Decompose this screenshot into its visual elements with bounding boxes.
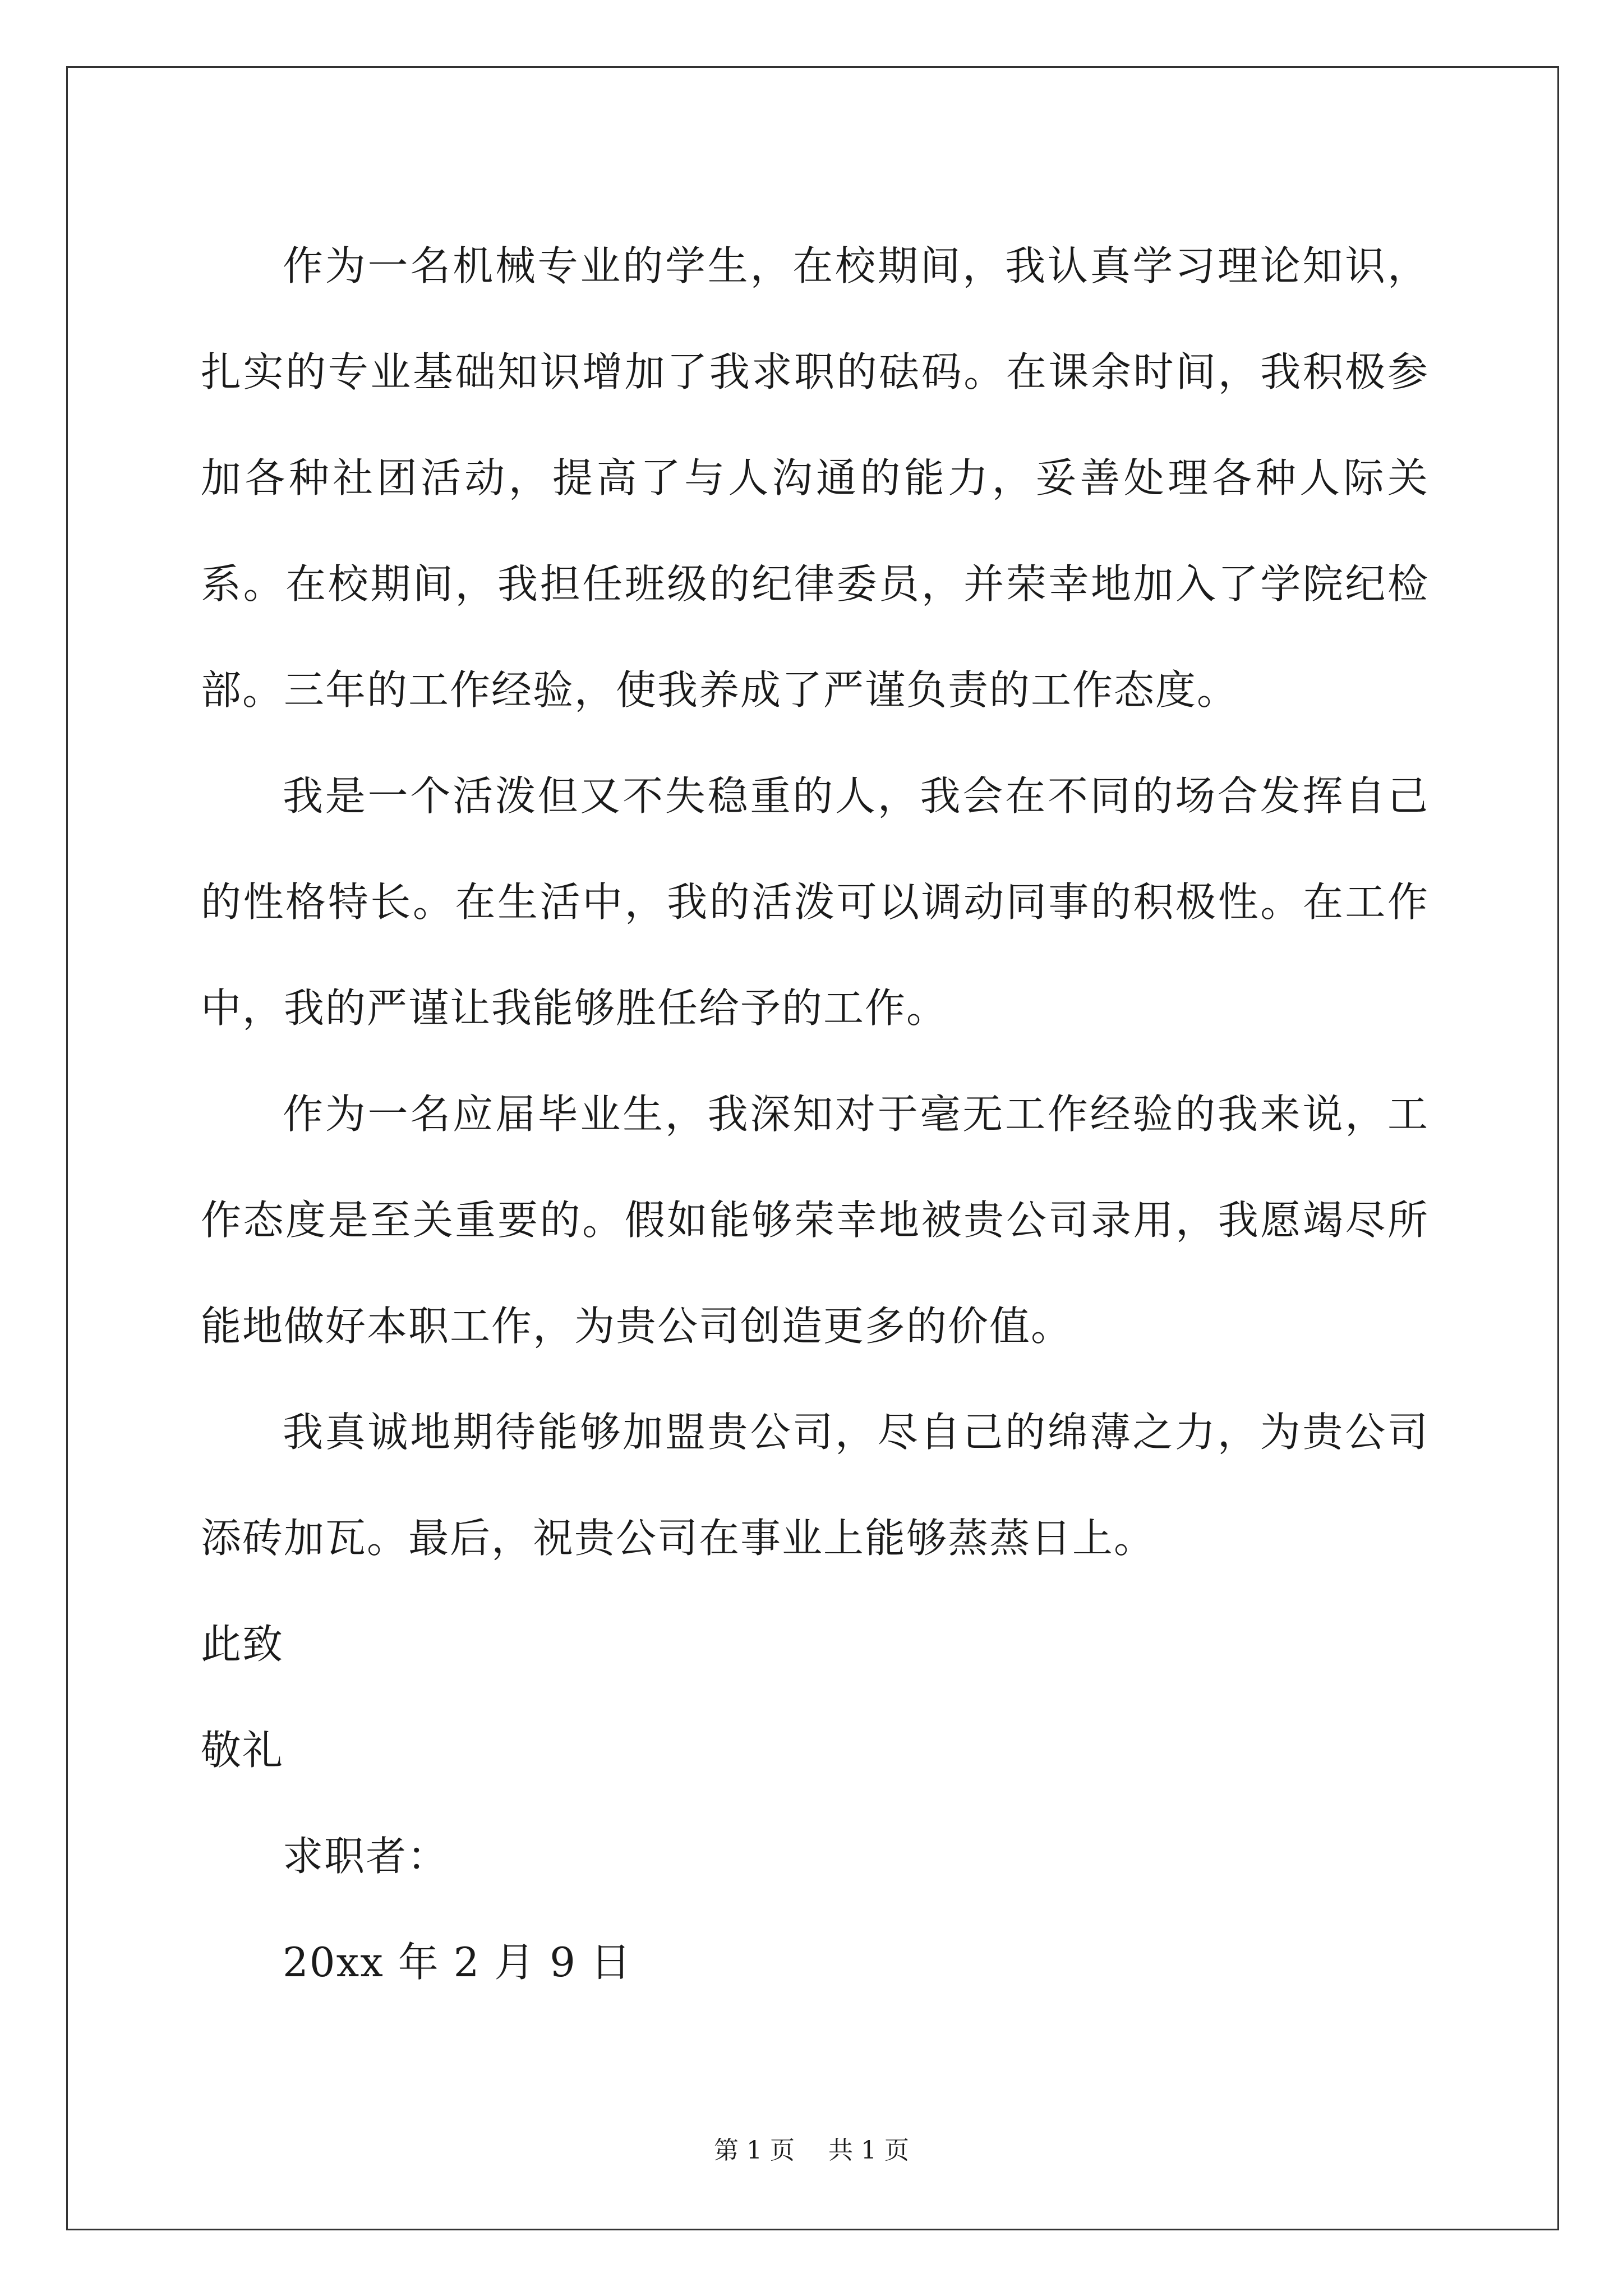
page-number-total: 共 1 页: [828, 2136, 909, 2165]
paragraph-1: 作为一名机械专业的学生，在校期间，我认真学习理论知识，扎实的专业基础知识增加了我求职的砝码。在课余时间，我积极参加各种社团活动，提高了与人沟通的能力，妥善处理各种人际关系。在校期间，我担任班级的纪律委员，并荣幸地加入了学院纪检部。三年的工作经验，使我养成了严谨负责的工作态度。: [201, 242, 1429, 714]
closing-line-2: 敬礼: [201, 1727, 284, 1774]
signature-label: 求职者：: [283, 1833, 449, 1880]
paragraph-3: 作为一名应届毕业生，我深知对于毫无工作经验的我来说，工作态度是至关重要的。假如能够荣幸地被贵公司录用，我愿竭尽所能地做好本职工作，为贵公司创造更多的价值。: [201, 1091, 1429, 1350]
page-footer: [0, 2134, 1623, 2168]
letter-body: [201, 213, 1429, 2016]
page-number-current: 第 1 页: [714, 2136, 795, 2165]
paragraph-4: 我真诚地期待能够加盟贵公司，尽自己的绵薄之力，为贵公司添砖加瓦。最后，祝贵公司在事业上能够蒸蒸日上。: [201, 1409, 1429, 1562]
paragraph-2: 我是一个活泼但又不失稳重的人，我会在不同的场合发挥自己的性格特长。在生活中，我的活泼可以调动同事的积极性。在工作中，我的严谨让我能够胜任给予的工作。: [201, 772, 1429, 1032]
letter-date: 20xx 年 2 月 9 日: [283, 1939, 632, 1986]
closing-line-1: 此致: [201, 1621, 284, 1668]
